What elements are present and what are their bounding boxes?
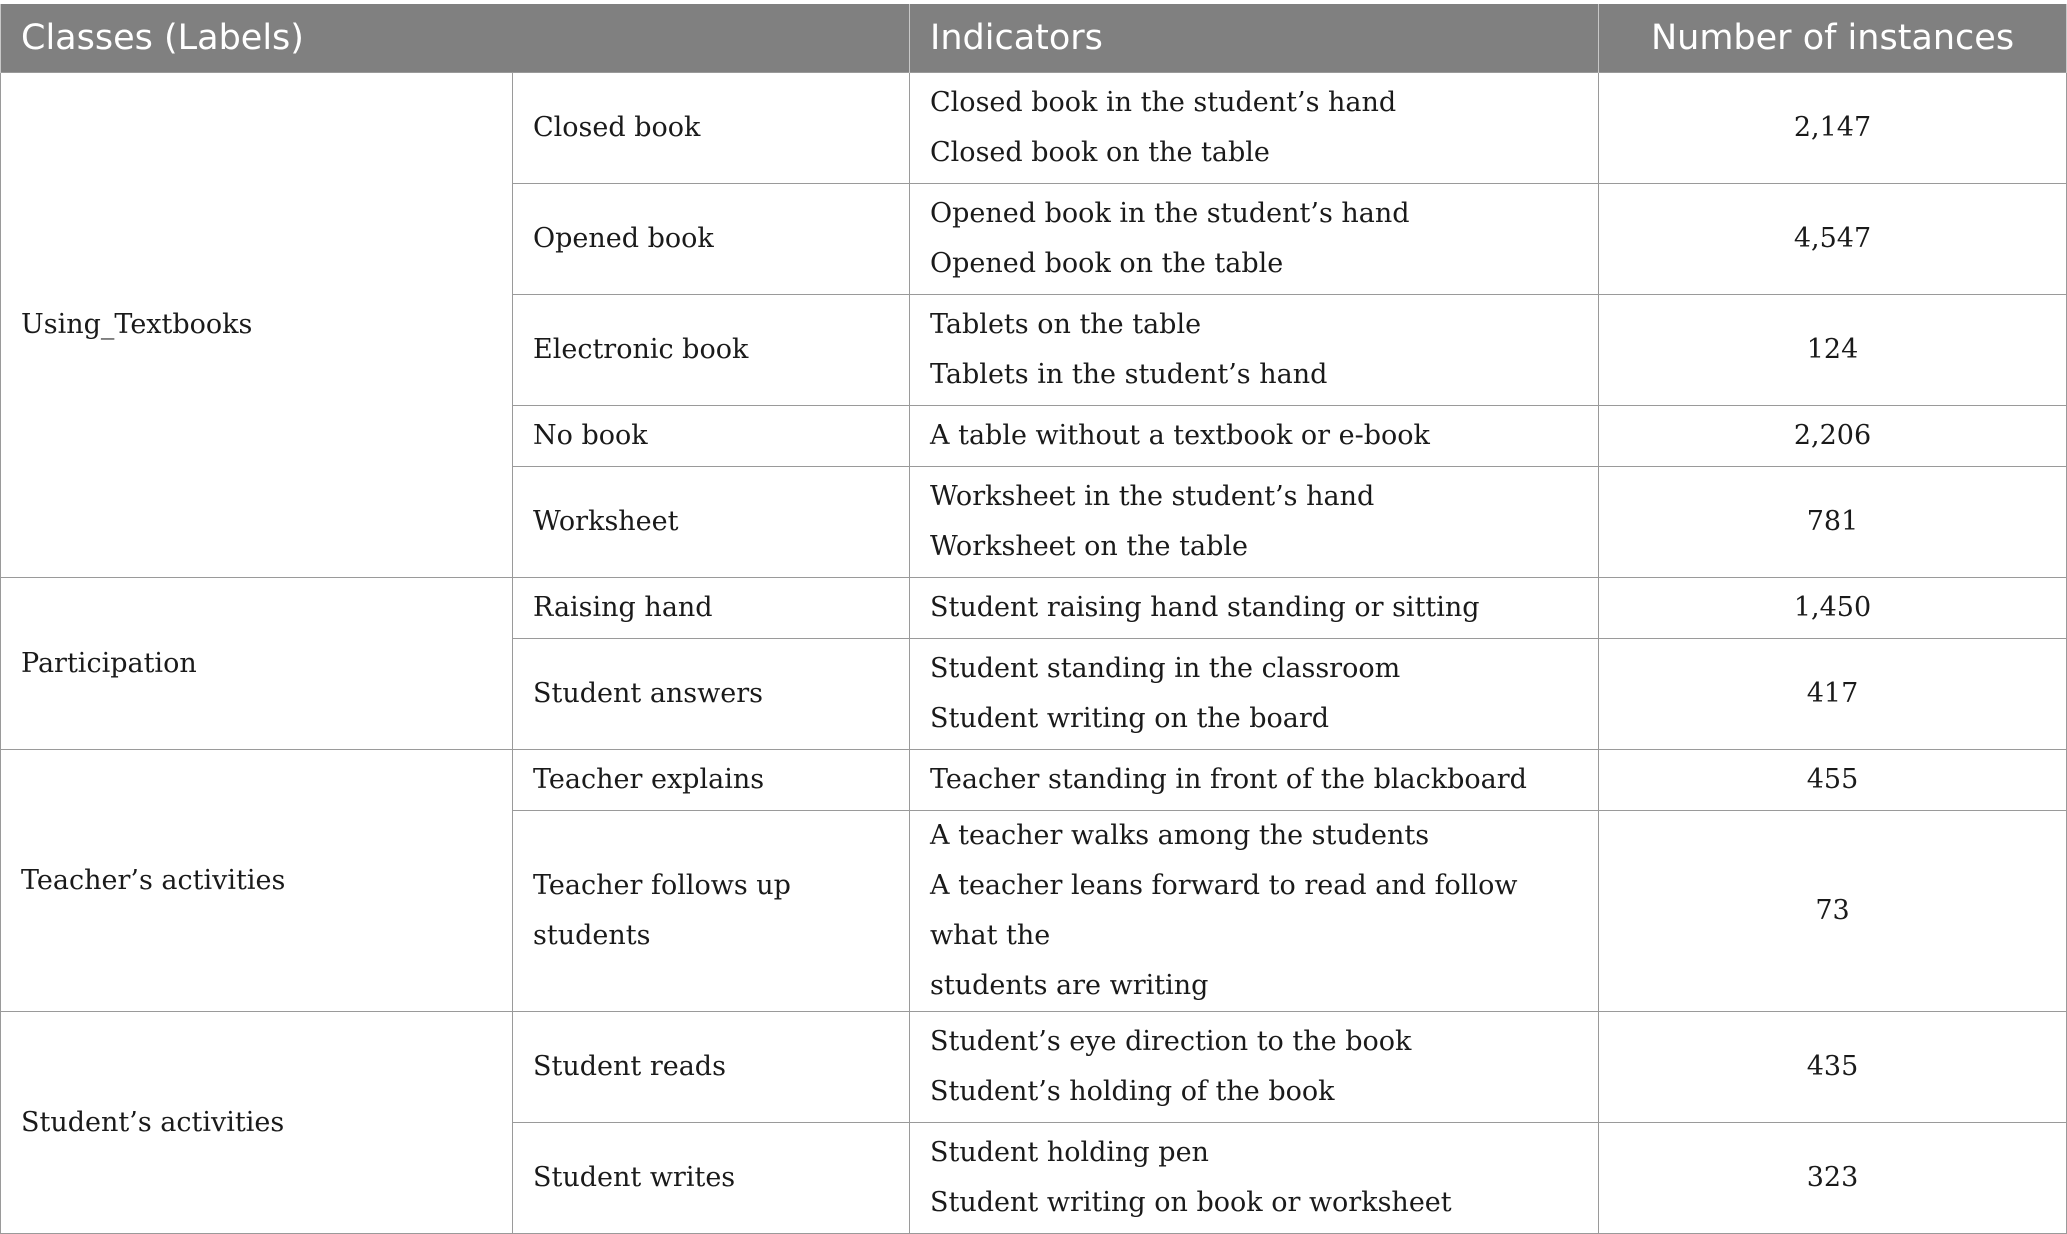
indicator-line: Tablets in the student’s hand xyxy=(930,359,1328,390)
instance-count: 1,450 xyxy=(1599,578,2067,639)
indicator-line: A teacher leans forward to read and follow what the xyxy=(930,870,1518,951)
indicator-line: A table without a textbook or e-book xyxy=(930,420,1430,451)
subclass-label: Electronic book xyxy=(513,295,910,406)
instance-count: 323 xyxy=(1599,1123,2067,1234)
header-instances: Number of instances xyxy=(1599,4,2067,73)
indicator-line: Opened book on the table xyxy=(930,248,1284,279)
header-classes: Classes (Labels) xyxy=(1,4,910,73)
indicator-line: Worksheet on the table xyxy=(930,531,1248,562)
indicator-line: Student raising hand standing or sitting xyxy=(930,592,1480,623)
indicator-cell xyxy=(910,1123,1599,1234)
subclass-label: Worksheet xyxy=(513,467,910,578)
indicator-cell xyxy=(910,295,1599,406)
indicator-cell xyxy=(910,467,1599,578)
instance-count: 124 xyxy=(1599,295,2067,406)
indicator-cell xyxy=(910,578,1599,639)
instance-count: 2,206 xyxy=(1599,406,2067,467)
class-label: Teacher’s activities xyxy=(1,750,513,1012)
indicator-cell xyxy=(910,406,1599,467)
subclass-label: Teacher explains xyxy=(513,750,910,811)
subclass-label: Student answers xyxy=(513,639,910,750)
instance-count: 435 xyxy=(1599,1012,2067,1123)
instance-count: 2,147 xyxy=(1599,73,2067,184)
subclass-label: Teacher follows up students xyxy=(513,811,910,1012)
indicator-cell xyxy=(910,1012,1599,1123)
indicator-line: Student’s holding of the book xyxy=(930,1076,1335,1107)
instance-count: 455 xyxy=(1599,750,2067,811)
indicator-line: Opened book in the student’s hand xyxy=(930,198,1410,229)
instance-count: 73 xyxy=(1599,811,2067,1012)
subclass-label: Student writes xyxy=(513,1123,910,1234)
class-label: Using_Textbooks xyxy=(1,73,513,578)
class-label: Participation xyxy=(1,578,513,750)
indicator-line: Student standing in the classroom xyxy=(930,653,1401,684)
indicator-cell xyxy=(910,73,1599,184)
instance-count: 4,547 xyxy=(1599,184,2067,295)
indicator-line: A teacher walks among the students xyxy=(930,820,1430,851)
indicator-cell xyxy=(910,811,1599,1012)
indicator-line: students are writing xyxy=(930,970,1209,1001)
indicator-line: Worksheet in the student’s hand xyxy=(930,481,1375,512)
table-row xyxy=(1,73,2067,184)
table-row xyxy=(1,578,2067,639)
indicator-line: Closed book on the table xyxy=(930,137,1270,168)
indicator-line: Student writing on the board xyxy=(930,703,1330,734)
indicator-line: Student’s eye direction to the book xyxy=(930,1026,1412,1057)
indicator-line: Student holding pen xyxy=(930,1137,1209,1168)
subclass-label: Closed book xyxy=(513,73,910,184)
header-indicators: Indicators xyxy=(910,4,1599,73)
class-label: Student’s activities xyxy=(1,1012,513,1234)
instances-table xyxy=(0,4,2067,1234)
table-row xyxy=(1,750,2067,811)
indicator-line: Closed book in the student’s hand xyxy=(930,87,1397,118)
subclass-label: Student reads xyxy=(513,1012,910,1123)
subclass-label: Raising hand xyxy=(513,578,910,639)
table-row xyxy=(1,1012,2067,1123)
subclass-label: Opened book xyxy=(513,184,910,295)
indicator-line: Student writing on book or worksheet xyxy=(930,1187,1452,1218)
indicator-line: Tablets on the table xyxy=(930,309,1202,340)
instance-count: 417 xyxy=(1599,639,2067,750)
indicator-cell xyxy=(910,750,1599,811)
indicator-cell xyxy=(910,184,1599,295)
instance-count: 781 xyxy=(1599,467,2067,578)
indicator-line: Teacher standing in front of the blackboard xyxy=(930,764,1527,795)
header-row xyxy=(1,4,2067,73)
indicator-cell xyxy=(910,639,1599,750)
subclass-label: No book xyxy=(513,406,910,467)
